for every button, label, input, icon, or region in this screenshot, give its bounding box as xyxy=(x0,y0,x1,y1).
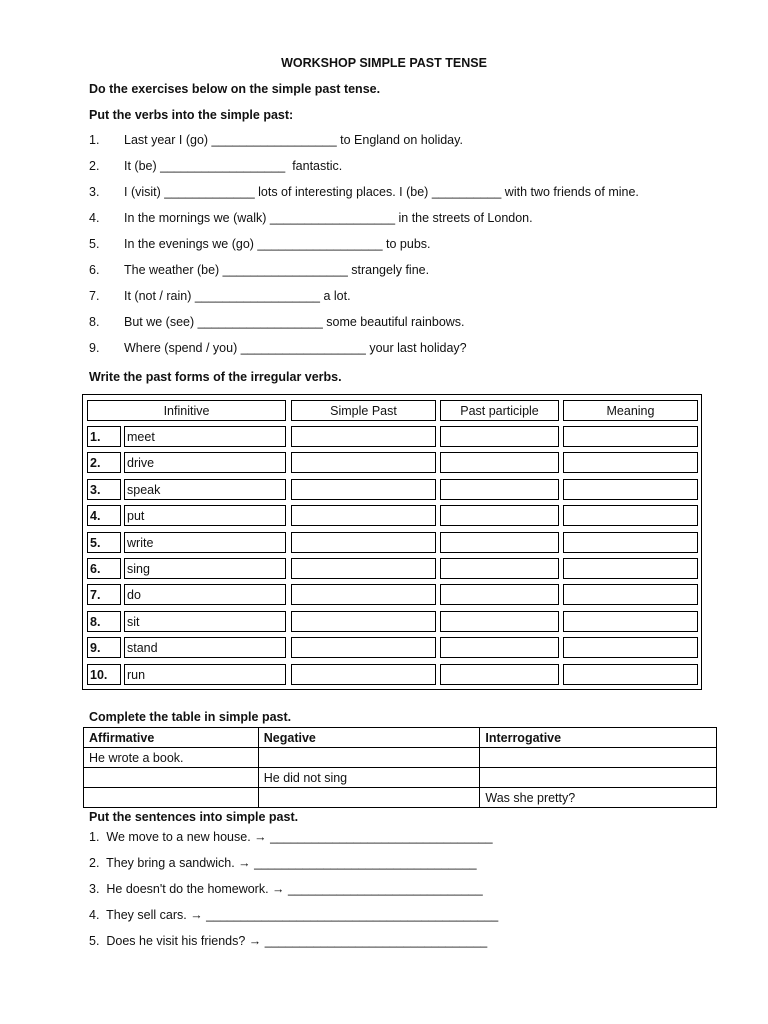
past-participle-input[interactable] xyxy=(440,505,559,526)
exercise-number: 4. xyxy=(89,211,100,225)
meaning-input[interactable] xyxy=(563,452,698,473)
verb-infinitive: do xyxy=(124,584,286,605)
cell[interactable] xyxy=(480,748,717,768)
meaning-input[interactable] xyxy=(563,611,698,632)
simple-past-input[interactable] xyxy=(291,664,436,685)
exercise-number: 2. xyxy=(89,159,100,173)
meaning-input[interactable] xyxy=(563,584,698,605)
past-participle-input[interactable] xyxy=(440,611,559,632)
verb-infinitive: sing xyxy=(124,558,286,579)
cell[interactable]: He did not sing xyxy=(258,768,480,788)
verb-row-number: 1. xyxy=(87,426,121,447)
verb-infinitive: write xyxy=(124,532,286,553)
verb-row-number: 9. xyxy=(87,637,121,658)
section3-heading: Complete the table in simple past. xyxy=(89,710,292,724)
table-row xyxy=(84,748,717,768)
exercise-text[interactable]: It (be) __________________ fantastic. xyxy=(124,159,343,173)
header-interrogative: Interrogative xyxy=(480,728,717,748)
header-simple-past: Simple Past xyxy=(291,400,436,421)
verb-infinitive: stand xyxy=(124,637,286,658)
sentence-item[interactable]: 2. They bring a sandwich. → ________________________________ xyxy=(89,856,477,870)
simple-past-input[interactable] xyxy=(291,558,436,579)
verb-infinitive: put xyxy=(124,505,286,526)
verb-infinitive: speak xyxy=(124,479,286,500)
exercise-text[interactable]: In the evenings we (go) __________________ to pubs. xyxy=(124,237,431,251)
header-infinitive: Infinitive xyxy=(87,400,286,421)
cell[interactable] xyxy=(258,788,480,808)
sentence-item[interactable]: 3. He doesn't do the homework. → ____________________________ xyxy=(89,882,483,896)
header-negative: Negative xyxy=(258,728,480,748)
verb-row-number: 6. xyxy=(87,558,121,579)
verb-row-number: 3. xyxy=(87,479,121,500)
exercise-text[interactable]: It (not / rain) __________________ a lot. xyxy=(124,289,351,303)
meaning-input[interactable] xyxy=(563,637,698,658)
past-participle-input[interactable] xyxy=(440,426,559,447)
exercise-text[interactable]: I (visit) _____________ lots of interesting places. I (be) __________ with two friends of mine. xyxy=(124,185,639,199)
simple-past-input[interactable] xyxy=(291,479,436,500)
cell[interactable] xyxy=(480,768,717,788)
simple-past-input[interactable] xyxy=(291,426,436,447)
exercise-number: 9. xyxy=(89,341,100,355)
section1-heading: Put the verbs into the simple past: xyxy=(89,108,294,122)
complete-table xyxy=(83,727,717,808)
verb-row-number: 8. xyxy=(87,611,121,632)
section2-heading: Write the past forms of the irregular verbs. xyxy=(89,370,342,384)
meaning-input[interactable] xyxy=(563,558,698,579)
cell[interactable]: Was she pretty? xyxy=(480,788,717,808)
header-meaning: Meaning xyxy=(563,400,698,421)
simple-past-input[interactable] xyxy=(291,584,436,605)
past-participle-input[interactable] xyxy=(440,479,559,500)
exercise-number: 5. xyxy=(89,237,100,251)
cell[interactable]: He wrote a book. xyxy=(84,748,259,768)
past-participle-input[interactable] xyxy=(440,532,559,553)
exercise-number: 6. xyxy=(89,263,100,277)
table-row xyxy=(84,768,717,788)
cell[interactable] xyxy=(84,768,259,788)
table-row xyxy=(84,788,717,808)
simple-past-input[interactable] xyxy=(291,505,436,526)
complete-table-header xyxy=(84,728,717,748)
cell[interactable] xyxy=(84,788,259,808)
exercise-text[interactable]: But we (see) __________________ some beautiful rainbows. xyxy=(124,315,465,329)
simple-past-input[interactable] xyxy=(291,532,436,553)
simple-past-input[interactable] xyxy=(291,611,436,632)
exercise-text[interactable]: The weather (be) __________________ strangely fine. xyxy=(124,263,430,277)
past-participle-input[interactable] xyxy=(440,584,559,605)
past-participle-input[interactable] xyxy=(440,637,559,658)
verb-infinitive: drive xyxy=(124,452,286,473)
verb-row-number: 4. xyxy=(87,505,121,526)
verb-infinitive: run xyxy=(124,664,286,685)
past-participle-input[interactable] xyxy=(440,558,559,579)
meaning-input[interactable] xyxy=(563,532,698,553)
instruction: Do the exercises below on the simple past tense. xyxy=(89,82,381,96)
past-participle-input[interactable] xyxy=(440,452,559,473)
verb-infinitive: meet xyxy=(124,426,286,447)
verb-infinitive: sit xyxy=(124,611,286,632)
past-participle-input[interactable] xyxy=(440,664,559,685)
exercise-number: 1. xyxy=(89,133,100,147)
verb-row-number: 5. xyxy=(87,532,121,553)
page-title: WORKSHOP SIMPLE PAST TENSE xyxy=(281,56,487,70)
meaning-input[interactable] xyxy=(563,505,698,526)
exercise-text[interactable]: Where (spend / you) __________________ your last holiday? xyxy=(124,341,467,355)
exercise-number: 7. xyxy=(89,289,100,303)
header-past-participle: Past participle xyxy=(440,400,559,421)
meaning-input[interactable] xyxy=(563,479,698,500)
verb-row-number: 7. xyxy=(87,584,121,605)
sentence-item[interactable]: 1. We move to a new house. → ________________________________ xyxy=(89,830,493,844)
sentence-item[interactable]: 4. They sell cars. → __________________________________________ xyxy=(89,908,499,922)
meaning-input[interactable] xyxy=(563,664,698,685)
cell[interactable] xyxy=(258,748,480,768)
exercise-text[interactable]: Last year I (go) __________________ to England on holiday. xyxy=(124,133,463,147)
verb-row-number: 2. xyxy=(87,452,121,473)
simple-past-input[interactable] xyxy=(291,452,436,473)
exercise-number: 8. xyxy=(89,315,100,329)
meaning-input[interactable] xyxy=(563,426,698,447)
exercise-text[interactable]: In the mornings we (walk) __________________ in the streets of London. xyxy=(124,211,533,225)
sentence-item[interactable]: 5. Does he visit his friends? → ________________________________ xyxy=(89,934,488,948)
exercise-number: 3. xyxy=(89,185,100,199)
verb-row-number: 10. xyxy=(87,664,121,685)
section4-heading: Put the sentences into simple past. xyxy=(89,810,299,824)
header-affirmative: Affirmative xyxy=(84,728,259,748)
simple-past-input[interactable] xyxy=(291,637,436,658)
